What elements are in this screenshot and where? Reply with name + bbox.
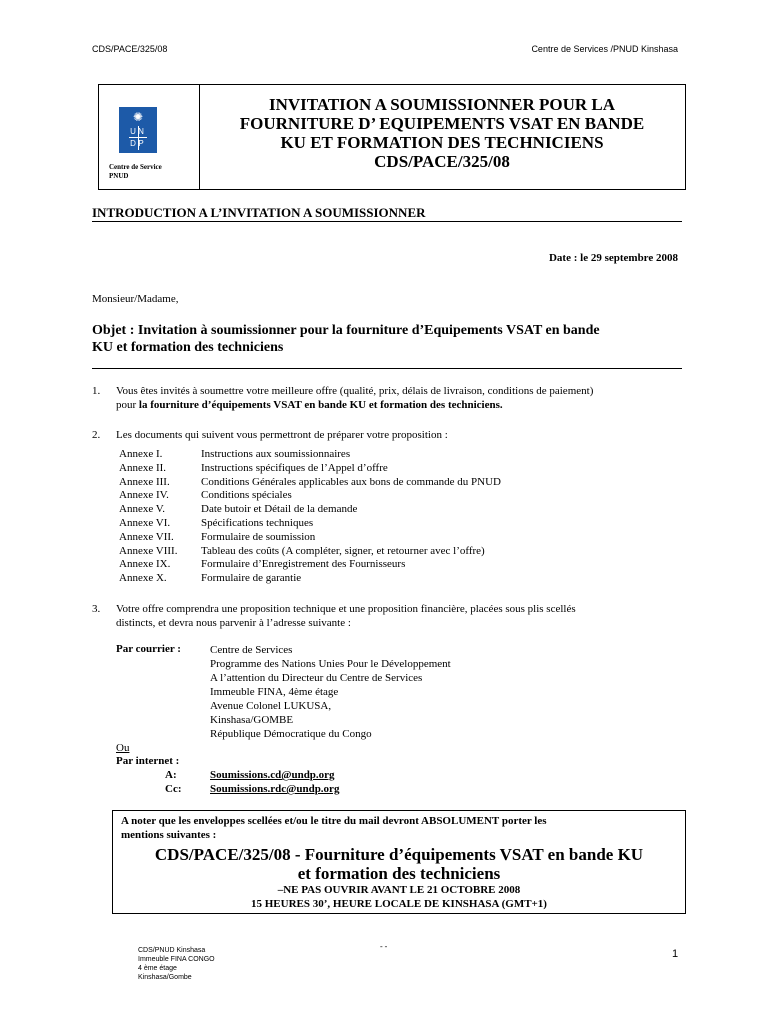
logo-letter-n: N xyxy=(138,127,144,136)
notice-deadline-line-1: –NE PAS OUVRIR AVANT LE 21 OCTOBRE 2008 xyxy=(277,884,521,896)
notice-line-1: A noter que les enveloppes scellées et/ou le titre du mail devront ABSOLUMENT porter les xyxy=(121,815,547,827)
document-title xyxy=(199,95,685,171)
title-line-4: CDS/PACE/325/08 xyxy=(374,152,510,171)
annex-label: Annexe II. xyxy=(119,461,167,474)
annex-text: Formulaire de soumission xyxy=(201,530,316,543)
annex-label: Annexe V. xyxy=(119,503,166,516)
postal-address xyxy=(210,643,451,741)
notice-mention xyxy=(113,845,685,883)
annex-text: Instructions spécifiques de l’Appel d’offre xyxy=(201,461,388,474)
salutation: Monsieur/Madame, xyxy=(92,293,179,305)
item-number: 1. xyxy=(92,385,101,397)
item-1-prefix: pour xyxy=(116,399,139,411)
item-1-line-2 xyxy=(116,398,686,412)
annex-text: Spécifications techniques xyxy=(201,516,314,529)
courrier-label: Par courrier : xyxy=(116,643,181,655)
subject xyxy=(92,322,682,356)
item-1-bold: la fourniture d’équipements VSAT en bande KU et formation des techniciens. xyxy=(138,399,503,411)
annex-descriptions xyxy=(201,448,501,586)
notice-mention-line-2: et formation des techniciens xyxy=(297,864,501,883)
footer-marks: - - xyxy=(380,942,388,951)
item-3-text xyxy=(116,602,686,630)
undp-logo xyxy=(119,107,157,153)
to-label: A: xyxy=(165,769,177,781)
item-2-text: Les documents qui suivent vous permettront de préparer votre proposition : xyxy=(116,429,448,441)
logo-caption-line2: PNUD xyxy=(109,172,129,180)
footer-address xyxy=(138,946,215,982)
logo-caption xyxy=(109,163,162,181)
address-line: Immeuble FINA, 4ème étage xyxy=(210,686,339,698)
footer-line: 4 ème étage xyxy=(138,965,177,972)
header-office: Centre de Services /PNUD Kinshasa xyxy=(531,44,678,54)
annex-label: Annexe VII. xyxy=(119,530,174,543)
notice-deadline-line-2: 15 HEURES 30’, HEURE LOCALE DE KINSHASA (GMT+1) xyxy=(251,898,547,910)
item-3-line-2: distincts, et devra nous parvenir à l’adresse suivante : xyxy=(116,617,351,629)
internet-label: Par internet : xyxy=(116,755,180,767)
divider xyxy=(92,368,682,369)
subject-line-1: Objet : Invitation à soumissionner pour la fourniture d’Equipements VSAT en bande xyxy=(92,323,600,338)
un-emblem-icon: ✺ xyxy=(132,110,144,124)
address-line: Avenue Colonel LUKUSA, xyxy=(210,700,332,712)
intro-heading: INTRODUCTION A L’INVITATION A SOUMISSIONNER xyxy=(92,205,426,220)
notice-deadline xyxy=(113,883,685,911)
item-1-text xyxy=(116,384,686,412)
notice-mention-line-1: CDS/PACE/325/08 - Fourniture d’équipements VSAT en bande KU xyxy=(154,845,644,864)
footer-line: Kinshasa/Gombe xyxy=(138,974,192,981)
annex-text: Date butoir et Détail de la demande xyxy=(201,503,358,516)
annex-text: Formulaire de garantie xyxy=(201,572,302,585)
address-line: Programme des Nations Unies Pour le Développement xyxy=(210,658,451,670)
item-number: 2. xyxy=(92,429,101,441)
divider xyxy=(92,221,682,222)
to-email-link[interactable]: Soumissions.cd@undp.org xyxy=(210,769,335,781)
title-line-2: FOURNITURE D’ EQUIPEMENTS VSAT EN BANDE xyxy=(239,114,645,133)
item-number: 3. xyxy=(92,603,101,615)
annex-label: Annexe IX. xyxy=(119,558,171,571)
annex-text: Conditions spéciales xyxy=(201,489,292,502)
page-number: 1 xyxy=(672,948,679,960)
notice-intro xyxy=(121,814,679,842)
address-line: A l’attention du Directeur du Centre de Services xyxy=(210,672,423,684)
or-label: Ou xyxy=(116,742,130,754)
annex-text: Formulaire d’Enregistrement des Fournisseurs xyxy=(201,558,406,571)
cc-label: Cc: xyxy=(165,783,182,795)
annex-label: Annexe VI. xyxy=(119,516,171,529)
address-line: République Démocratique du Congo xyxy=(210,728,372,740)
cc-email-link[interactable]: Soumissions.rdc@undp.org xyxy=(210,783,340,795)
annex-text: Conditions Générales applicables aux bons de commande du PNUD xyxy=(201,475,501,488)
undp-letters xyxy=(129,126,147,150)
annex-labels xyxy=(119,448,177,586)
footer-line: CDS/PNUD Kinshasa xyxy=(138,947,206,954)
title-line-1: INVITATION A SOUMISSIONNER POUR LA xyxy=(268,95,616,114)
annex-label: Annexe III. xyxy=(119,475,170,488)
logo-letter-d: D xyxy=(130,139,136,148)
logo-letter-u: U xyxy=(130,127,136,136)
notice-box xyxy=(112,810,686,914)
annex-label: Annexe X. xyxy=(119,572,167,585)
logo-letter-p: P xyxy=(138,139,144,148)
logo-caption-line1: Centre de Service xyxy=(109,163,162,171)
document-date: Date : le 29 septembre 2008 xyxy=(548,252,678,264)
annex-text: Tableau des coûts (A compléter, signer, et retourner avec l’offre) xyxy=(201,544,485,557)
title-box xyxy=(98,84,686,190)
notice-line-2: mentions suivantes : xyxy=(121,829,217,841)
subject-line-2: KU et formation des techniciens xyxy=(92,340,284,355)
annex-label: Annexe VIII. xyxy=(119,544,178,557)
address-line: Kinshasa/GOMBE xyxy=(210,714,294,726)
address-line: Centre de Services xyxy=(210,644,293,656)
title-line-3: KU ET FORMATION DES TECHNICIENS xyxy=(280,133,604,152)
item-3-line-1: Votre offre comprendra une proposition technique et une proposition financière, placées sous plis scellés xyxy=(116,603,576,615)
annex-text: Instructions aux soumissionnaires xyxy=(201,448,351,460)
footer-line: Immeuble FINA CONGO xyxy=(138,956,215,963)
annex-label: Annexe IV. xyxy=(119,489,169,502)
item-1-line-1: Vous êtes invités à soumettre votre meilleure offre (qualité, prix, délais de livraison, conditions de paiement) xyxy=(116,385,594,397)
annex-label: Annexe I. xyxy=(119,448,163,460)
header-reference: CDS/PACE/325/08 xyxy=(92,44,168,54)
